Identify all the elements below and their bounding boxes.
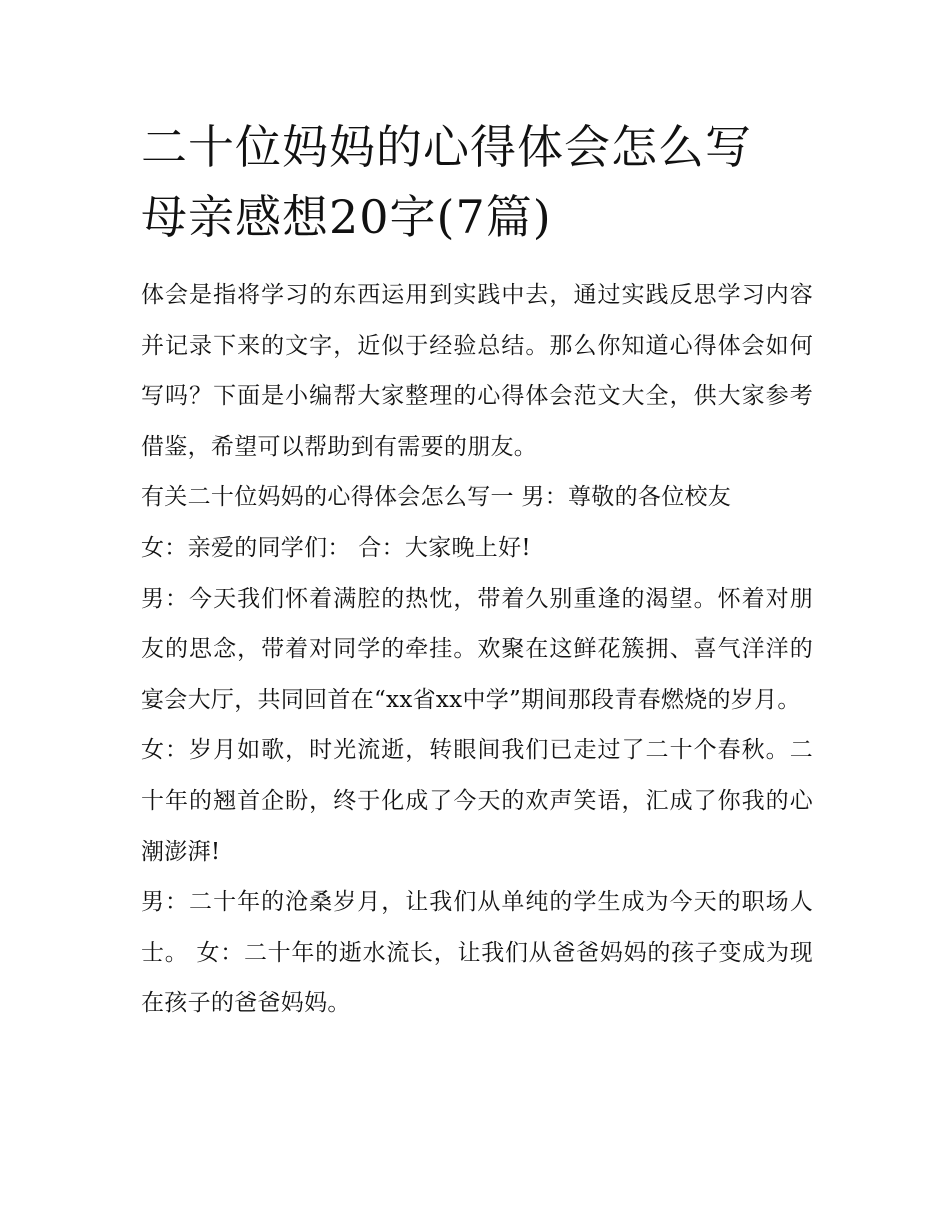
section-heading-paragraph: 有关二十位妈妈的心得体会怎么写一 男：尊敬的各位校友 bbox=[141, 484, 732, 511]
document-content bbox=[141, 112, 813, 1029]
intro-paragraph: 体会是指将学习的东西运用到实践中去，通过实践反思学习内容并记录下来的文字，近似于经验总结。那么你知道心得体会如何写吗？下面是小编帮大家整理的心得体会范文大全，供大家参考借鉴，希望可以帮助到有需要的朋友。 bbox=[141, 282, 813, 460]
speech-paragraph-3: 男：二十年的沧桑岁月，让我们从单纯的学生成为今天的职场人士。 女：二十年的逝水流长，让我们从爸爸妈妈的孩子变成为现在孩子的爸爸妈妈。 bbox=[141, 889, 813, 1017]
title-line-2: 母亲感想20字(7篇) bbox=[141, 190, 552, 244]
speech-paragraph-1: 男：今天我们怀着满腔的热忱，带着久别重逢的渴望。怀着对朋友的思念，带着对同学的牵挂。欢聚在这鲜花簇拥、喜气洋洋的宴会大厅，共同回首在“xx省xx中学”期间那段青春燃烧的岁月。 bbox=[141, 585, 813, 713]
greeting-paragraph: 女：亲爱的同学们： 合：大家晚上好! bbox=[141, 534, 531, 561]
speech-paragraph-2: 女：岁月如歌，时光流逝，转眼间我们已走过了二十个春秋。二十年的翘首企盼，终于化成了今天的欢声笑语，汇成了你我的心潮澎湃! bbox=[141, 737, 813, 865]
document-title bbox=[141, 112, 813, 252]
title-line-1: 二十位妈妈的心得体会怎么写 bbox=[141, 120, 752, 174]
